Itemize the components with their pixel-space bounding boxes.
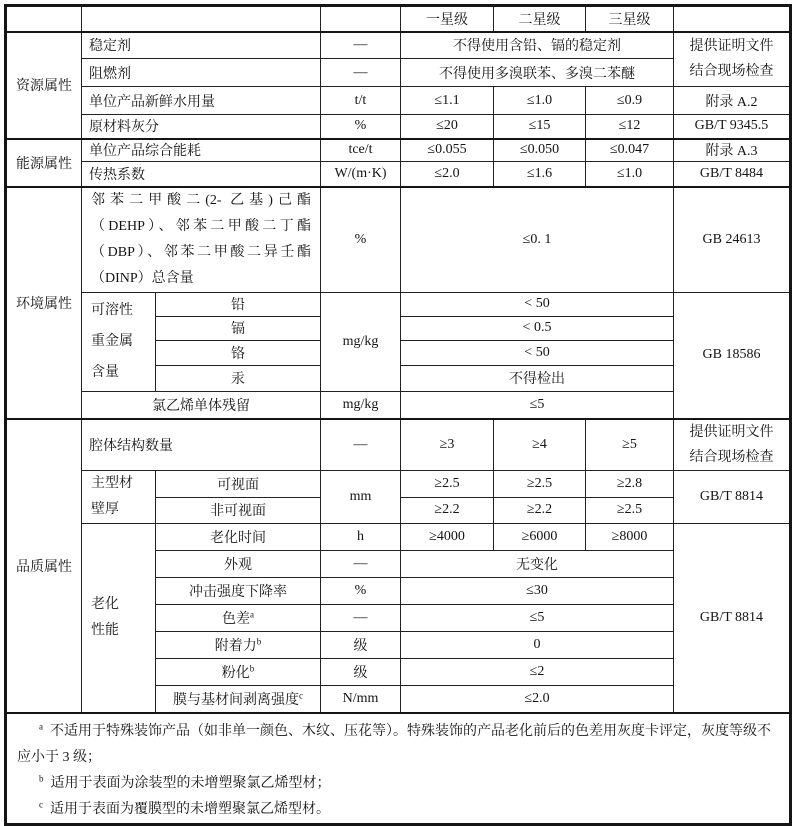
value-ash-star2: ≤15 [494,115,586,139]
value-aging-impact: ≤30 [401,578,674,605]
footnote-c [17,797,777,823]
value-vcm: ≤5 [401,391,674,419]
row-stabilizer [6,32,791,59]
row-wall-visible [6,471,791,498]
footnote-marker-sup: b [39,772,44,783]
item-lead: 铅 [156,292,321,316]
item-energy-consumption: 单位产品综合能耗 [82,139,321,162]
item-text: 膜与基材间剥离强度 [173,692,299,708]
label-line: 可溶性 [91,303,133,318]
unit-vcm: mg/kg [321,391,401,419]
value-aging-adhesion: 0 [401,632,674,659]
value-heat-star3: ≤1.0 [586,162,674,187]
standard-requirements-table [4,4,792,826]
footnote-marker-sup: c [39,798,43,809]
item-phthalates [82,187,321,293]
row-fresh-water [6,87,791,115]
row-energy-consumption [6,139,791,162]
row-phthalates [6,187,791,293]
footnote-marker-sup: a [250,609,254,620]
value-stabilizer: 不得使用含铅、镉的稳定剂 [401,32,674,59]
phthalates-line: （DINP）总含量 [91,270,194,286]
label-aging [82,524,156,713]
category-energy: 能源属性 [6,139,82,187]
value-lead: < 50 [401,292,674,316]
item-aging-color-diff [156,605,321,632]
value-cavity-star2: ≥4 [494,419,586,471]
unit-flame-retardant: — [321,59,401,87]
footnote-marker-sup: b [249,663,255,674]
footnote-a [17,719,777,771]
item-text: 色差 [222,612,250,627]
ref-ash: GB/T 9345.5 [674,115,791,139]
value-aging-color-diff: ≤5 [401,605,674,632]
row-ash [6,115,791,139]
category-quality: 品质属性 [6,419,82,713]
ref-heat-transfer: GB/T 8484 [674,162,791,187]
label-line: 壁厚 [91,502,119,517]
value-aging-appearance: 无变化 [401,551,674,578]
footnote-marker-sup: a [39,720,43,731]
item-aging-impact: 冲击强度下降率 [156,578,321,605]
ref-fresh-water: 附录 A.2 [674,87,791,115]
value-cavity-star3: ≥5 [586,419,674,471]
value-wall-nonvisible-star1: ≥2.2 [401,497,494,524]
row-vcm [6,391,791,419]
item-aging-appearance: 外观 [156,551,321,578]
value-wall-nonvisible-star3: ≥2.5 [586,497,674,524]
value-wall-visible-star2: ≥2.5 [494,471,586,498]
unit-aging-impact: % [321,578,401,605]
item-ash: 原材料灰分 [82,115,321,139]
value-flame-retardant: 不得使用多溴联苯、多溴二苯醚 [401,59,674,87]
item-heat-transfer: 传热系数 [82,162,321,187]
unit-fresh-water: t/t [321,87,401,115]
phthalates-line: 邻苯二甲酸二(2- 乙基)己酯 [91,192,311,208]
footnote-text: 不适用于特殊装饰产品（如非单一颜色、木纹、压花等）。特殊装饰的产品老化前后的色差用灰度卡评定，灰度等级不应小于 3 级； [17,723,771,765]
item-aging-peel [156,686,321,713]
item-wall-non-visible: 非可视面 [156,497,321,524]
unit-ash: % [321,115,401,139]
footnote-text: 适用于表面为覆膜型的未增塑聚氯乙烯型材。 [50,801,330,817]
unit-energy-consumption: tce/t [321,139,401,162]
ref-line: 提供证明文件 [689,39,774,55]
value-fresh-water-star1: ≤1.1 [401,87,494,115]
item-fresh-water: 单位产品新鲜水用量 [82,87,321,115]
row-aging-time [6,524,791,551]
value-aging-peel: ≤2.0 [401,686,674,713]
item-cadmium: 镉 [156,316,321,340]
footnotes-cell [6,713,791,825]
ref-line: 结合现场检查 [689,450,774,465]
footnote-b [17,771,777,797]
unit-cavity: — [321,419,401,471]
footnote-marker-sup: b [256,636,262,647]
value-fresh-water-star2: ≤1.0 [494,87,586,115]
unit-phthalates: % [321,187,401,293]
value-cavity-star1: ≥3 [401,419,494,471]
row-heat-transfer [6,162,791,187]
unit-aging-color-diff: — [321,605,401,632]
value-chromium: < 50 [401,340,674,365]
label-line: 含量 [91,365,119,380]
unit-aging-adhesion: 级 [321,632,401,659]
value-heat-star1: ≤2.0 [401,162,494,187]
item-aging-adhesion [156,632,321,659]
ref-energy-consumption: 附录 A.3 [674,139,791,162]
item-aging-time: 老化时间 [156,524,321,551]
value-wall-visible-star3: ≥2.8 [586,471,674,498]
ref-heavy-metals: GB 18586 [674,292,791,419]
item-chromium: 铬 [156,340,321,365]
ref-cavity [674,419,791,471]
phthalates-line: （DEHP）、邻苯二甲酸二丁酯 [91,218,311,234]
phthalates-line: （DBP）、邻苯二甲酸二异壬酯 [91,244,311,260]
header-empty-category [6,6,82,32]
value-mercury: 不得检出 [401,365,674,391]
label-line: 性能 [91,622,119,638]
header-empty-ref [674,6,791,32]
item-aging-chalking [156,659,321,686]
item-flame-retardant: 阻燃剂 [82,59,321,87]
footnote-text: 适用于表面为涂装型的未增塑聚氯乙烯型材； [50,775,331,791]
label-line: 主型材 [91,476,133,491]
header-row [6,6,791,32]
header-empty-item [82,6,321,32]
label-wall-thickness [82,471,156,524]
unit-aging-appearance: — [321,551,401,578]
value-phthalates: ≤0. 1 [401,187,674,293]
value-wall-nonvisible-star2: ≥2.2 [494,497,586,524]
ref-stabilizer [674,32,791,87]
footnotes-row [6,713,791,825]
ref-phthalates: GB 24613 [674,187,791,293]
label-heavy-metals [82,292,156,391]
category-environment: 环境属性 [6,187,82,420]
header-empty-unit [321,6,401,32]
unit-heat-transfer: W/(m·K) [321,162,401,187]
label-line: 老化 [91,596,119,612]
unit-stabilizer: — [321,32,401,59]
value-ash-star1: ≤20 [401,115,494,139]
item-mercury: 汞 [156,365,321,391]
header-star2: 二星级 [494,6,586,32]
ref-line: 结合现场检查 [689,64,774,80]
value-energy-star2: ≤0.050 [494,139,586,162]
unit-heavy-metals: mg/kg [321,292,401,391]
unit-aging-peel: N/mm [321,686,401,713]
unit-aging-chalking: 级 [321,659,401,686]
value-cadmium: < 0.5 [401,316,674,340]
footnote-marker-sup: c [299,690,303,701]
ref-aging: GB/T 8814 [674,524,791,713]
header-star3: 三星级 [586,6,674,32]
item-text: 粉化 [221,666,250,681]
row-cavity [6,419,791,471]
item-wall-visible: 可视面 [156,471,321,498]
value-fresh-water-star3: ≤0.9 [586,87,674,115]
row-lead [6,292,791,316]
value-aging-time-star2: ≥6000 [494,524,586,551]
row-flame-retardant [6,59,791,87]
value-aging-chalking: ≤2 [401,659,674,686]
ref-wall: GB/T 8814 [674,471,791,524]
item-text: 附着力 [214,639,257,654]
unit-wall: mm [321,471,401,524]
item-vcm: 氯乙烯单体残留 [82,391,321,419]
value-wall-visible-star1: ≥2.5 [401,471,494,498]
value-energy-star1: ≤0.055 [401,139,494,162]
value-aging-time-star1: ≥4000 [401,524,494,551]
value-ash-star3: ≤12 [586,115,674,139]
value-energy-star3: ≤0.047 [586,139,674,162]
unit-aging-time: h [321,524,401,551]
value-aging-time-star3: ≥8000 [586,524,674,551]
category-resource: 资源属性 [6,32,82,139]
item-cavity: 腔体结构数量 [82,419,321,471]
value-heat-star2: ≤1.6 [494,162,586,187]
ref-line: 提供证明文件 [689,425,774,440]
label-line: 重金属 [91,334,133,349]
header-star1: 一星级 [401,6,494,32]
item-stabilizer: 稳定剂 [82,32,321,59]
